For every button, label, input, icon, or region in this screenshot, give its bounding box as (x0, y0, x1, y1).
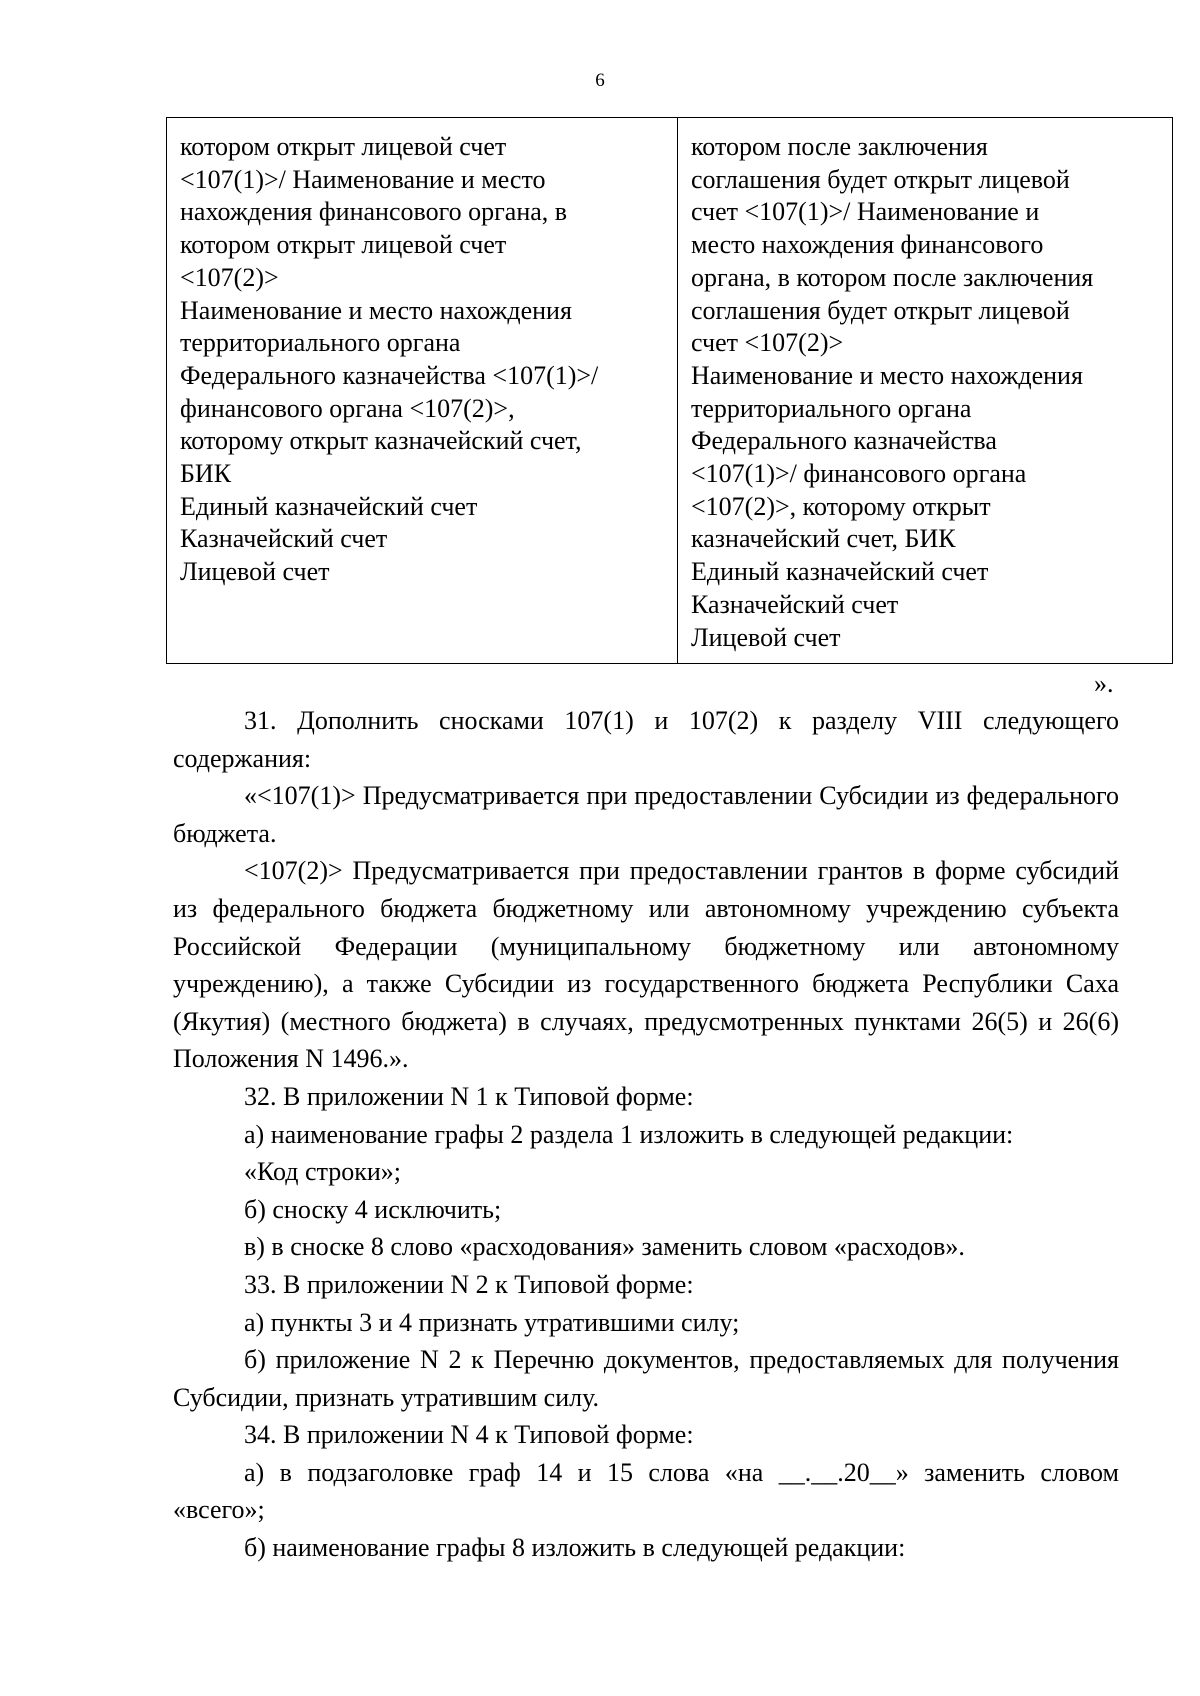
table-cell-line: Казначейский счет (691, 589, 899, 619)
table-cell-line: Федерального казначейства (691, 426, 997, 456)
paragraph-32-a: а) наименование графы 2 раздела 1 изложить в следующей редакции: (244, 1119, 1014, 1149)
table-cell-line: котором открыт лицевой счет (180, 132, 507, 161)
table-cell-line: место нахождения финансового (691, 230, 1044, 260)
table-cell-line: соглашения будет открыт лицевой (691, 295, 1070, 325)
table-cell-line: Наименование и место нахождения (180, 295, 572, 325)
document-body (173, 702, 1119, 1567)
table-cell-line: финансового органа <107(2)>, (180, 393, 515, 423)
table-cell-line: органа, в котором после заключения (691, 262, 1094, 292)
table-cell-line: Федерального казначейства <107(1)>/ (180, 360, 599, 390)
table-cell-line: территориального органа (180, 328, 461, 358)
paragraph-32-b: б) сноску 4 исключить; (244, 1194, 502, 1224)
paragraph-34: 34. В приложении N 4 к Типовой форме: (244, 1420, 694, 1450)
table-cell-line: Единый казначейский счет (691, 557, 989, 587)
table-cell-line: <107(2)>, которому открыт (691, 491, 991, 521)
table-close-quote: ». (1094, 669, 1114, 698)
table-cell-line: БИК (180, 459, 232, 489)
page-number: 6 (595, 70, 605, 91)
paragraph-32-v: в) в сноске 8 слово «расходования» заменить словом «расходов». (244, 1232, 965, 1262)
paragraph-33-b: б) приложение N 2 к Перечню документов, предоставляемых для получения Субсидии, признать утратившим силу. (173, 1345, 1119, 1412)
table-cell-line: Казначейский счет (180, 524, 388, 554)
table-cell-line: <107(1)>/ Наименование и место (180, 164, 546, 194)
table-cell-line: котором после заключения (691, 132, 988, 161)
paragraph-31: 31. Дополнить сносками 107(1) и 107(2) к разделу VIII следующего содержания: (173, 706, 1119, 773)
paragraph-33-a: а) пункты 3 и 4 признать утратившими силу; (244, 1307, 740, 1337)
requisites-table (166, 117, 1173, 664)
paragraph-32-a-quote: «Код строки»; (244, 1157, 402, 1187)
paragraph-34-a: а) в подзаголовке граф 14 и 15 слова «на __.__.20__» заменить словом «всего»; (173, 1457, 1119, 1525)
footnote-107-1-text: «<107(1)> Предусматривается при предоставлении Субсидии из федерального бюджета. (173, 781, 1119, 848)
table-cell-line: Лицевой счет (180, 557, 330, 587)
table-cell-line: счет <107(2)> (691, 328, 844, 358)
table-cell-line: которому открыт казначейский счет, (180, 426, 582, 456)
paragraph-33: 33. В приложении N 2 к Типовой форме: (244, 1269, 694, 1299)
footnote-107-2-text: <107(2)> Предусматривается при предоставлении грантов в форме субсидий из федерального бюджета бюджетному или автономному учреждению субъекта Российской Федерации (муниципальному бюджетному или автономному учреждению), а также Субсидии из государственного бюджета Республики Саха (Якутия) (местного бюджета) в случаях, предусмотренных пунктами 26(5) и 26(6) Положения N 1496.». (173, 856, 1119, 1074)
table-cell-left (167, 118, 678, 664)
table-cell-line: Единый казначейский счет (180, 491, 478, 521)
table-cell-line: соглашения будет открыт лицевой (691, 164, 1070, 194)
table-cell-line: казначейский счет, БИК (691, 524, 956, 554)
table-cell-line: территориального органа (691, 393, 972, 423)
table-cell-line: <107(1)>/ финансового органа (691, 459, 1027, 489)
table-row (167, 118, 1173, 664)
table-cell-right (678, 118, 1173, 664)
paragraph-32: 32. В приложении N 1 к Типовой форме: (244, 1081, 694, 1111)
table-cell-line: нахождения финансового органа, в (180, 197, 568, 227)
table-cell-line: Лицевой счет (691, 622, 841, 652)
table-cell-line: Наименование и место нахождения (691, 360, 1083, 390)
paragraph-34-b: б) наименование графы 8 изложить в следующей редакции: (244, 1533, 906, 1563)
table-cell-line: <107(2)> (180, 262, 279, 292)
table-cell-line: котором открыт лицевой счет (180, 230, 507, 260)
table-cell-line: счет <107(1)>/ Наименование и (691, 197, 1040, 227)
